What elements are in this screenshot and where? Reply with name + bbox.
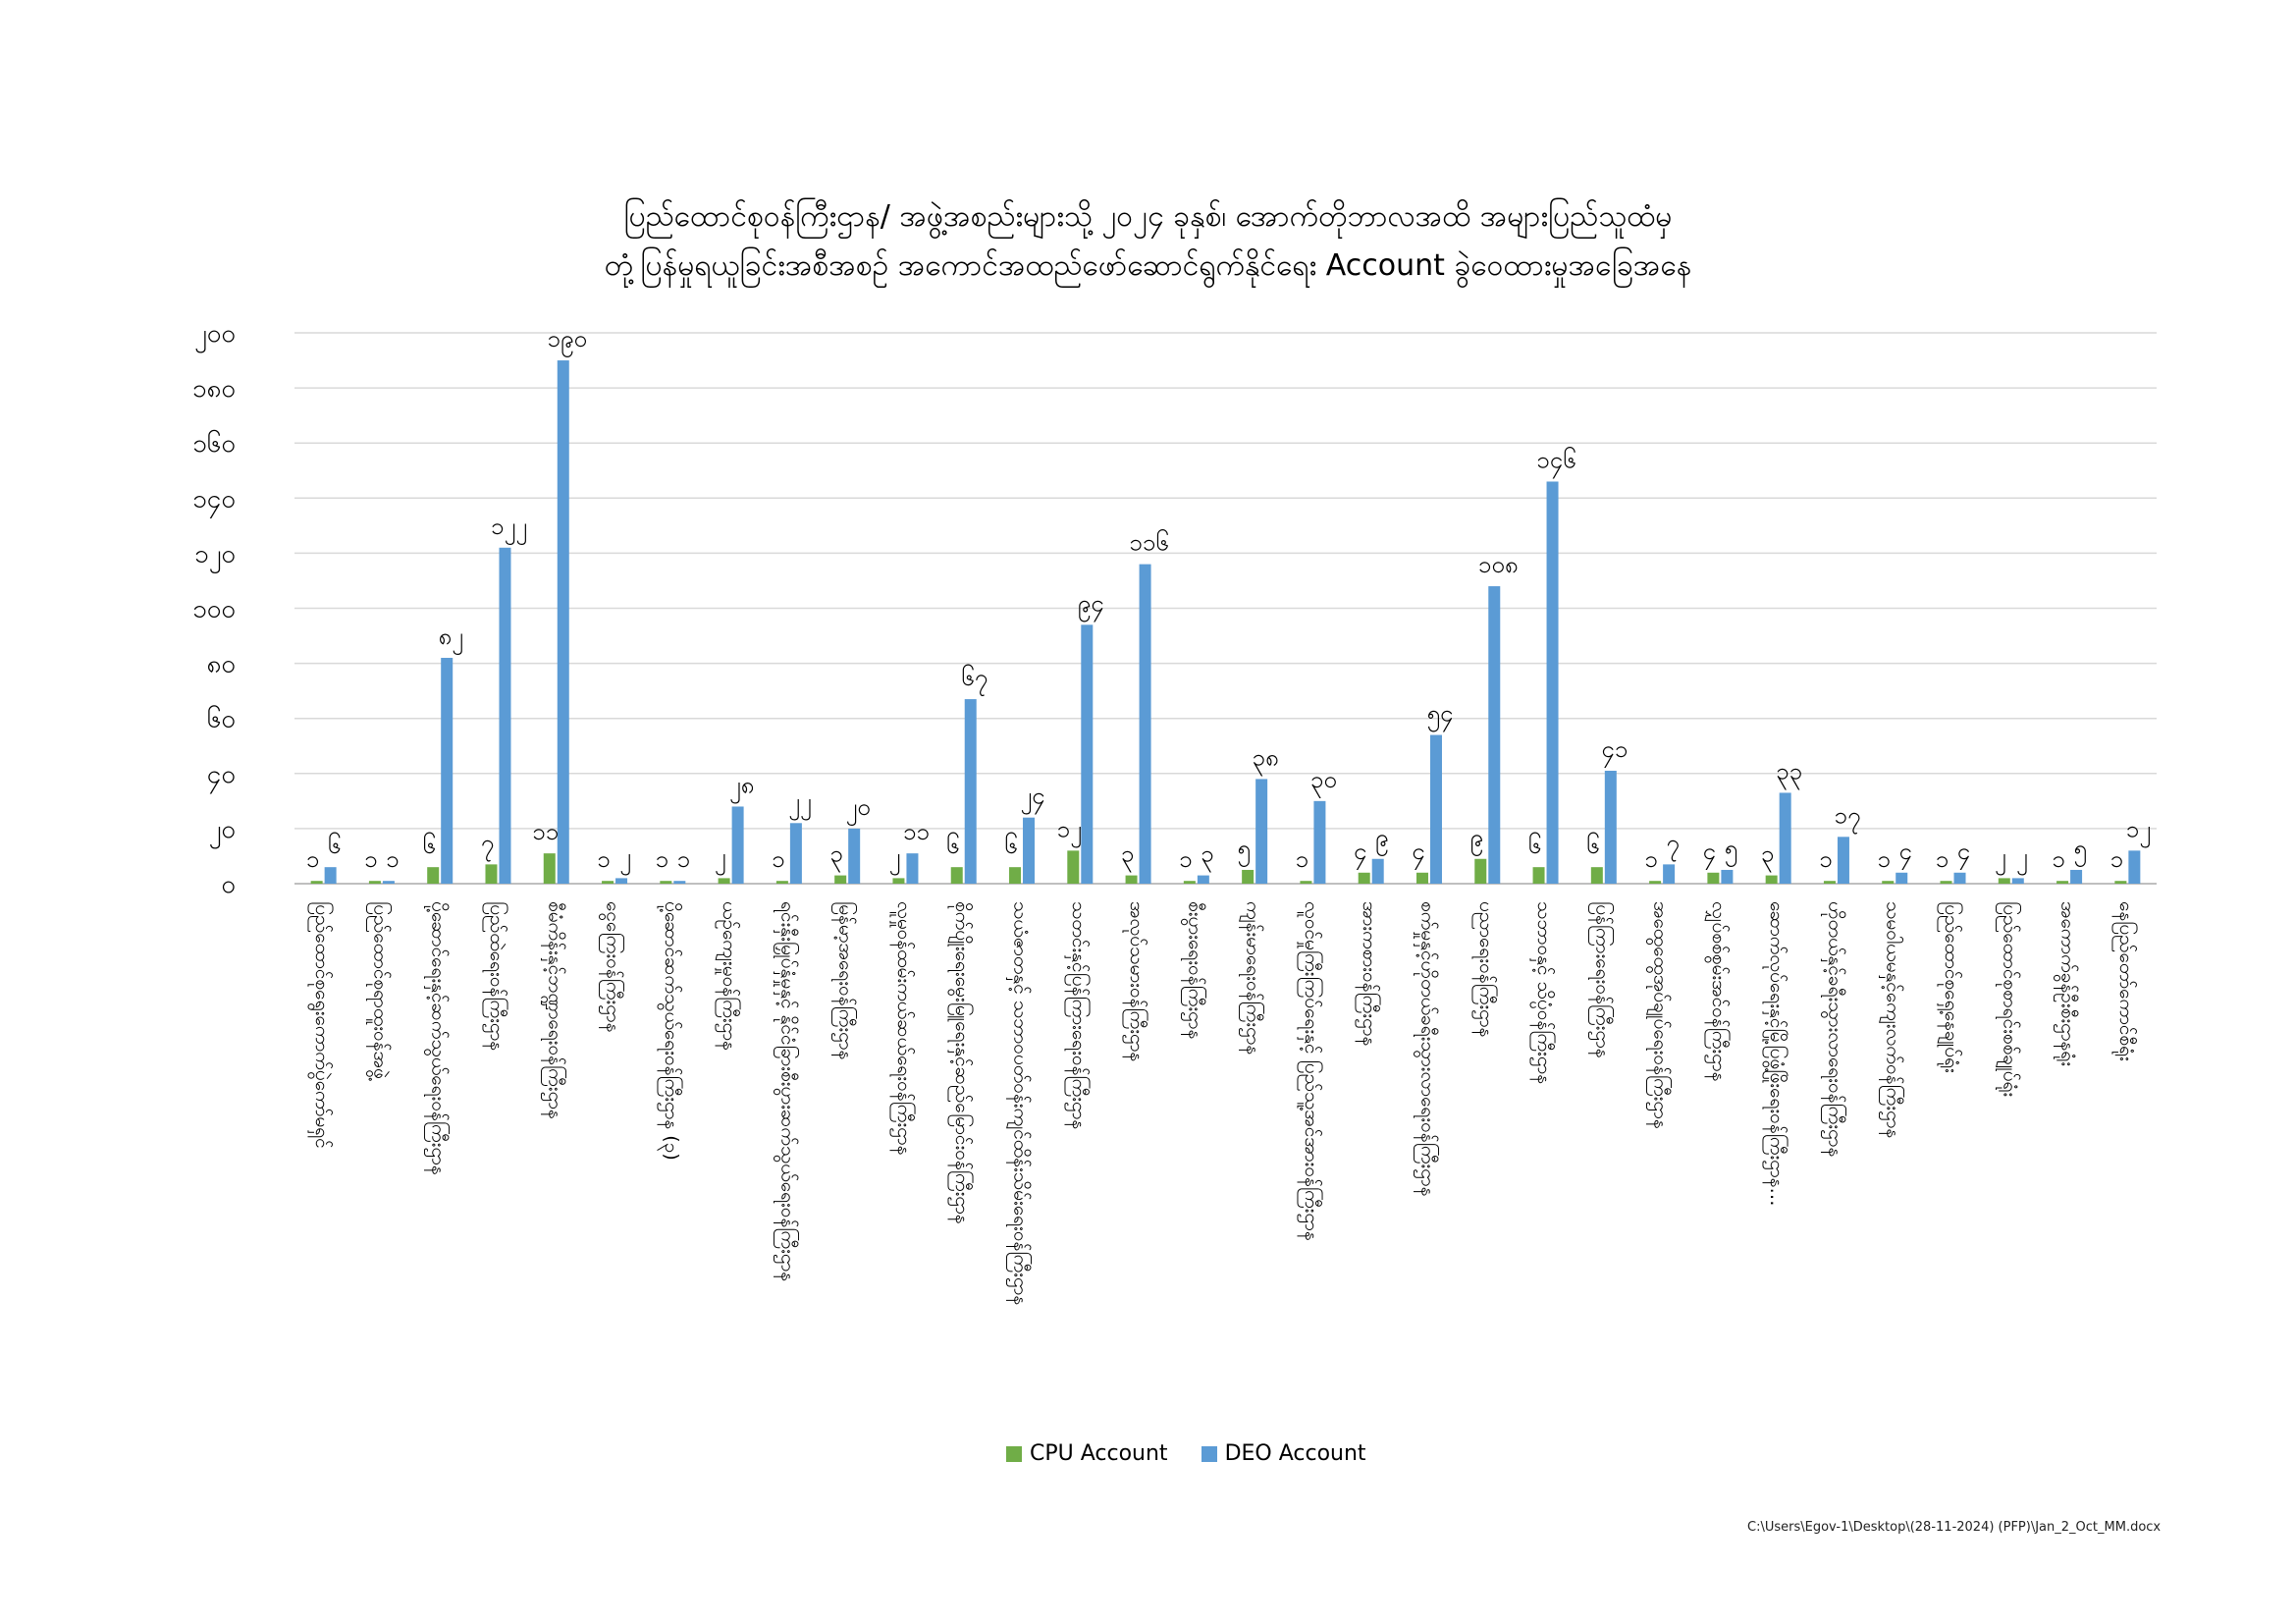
data-label-deo: ၅: [2073, 834, 2087, 862]
bar-deo: [1255, 779, 1267, 884]
bar-cpu: [1824, 881, 1836, 884]
legend-label-deo: DEO Account: [1224, 1441, 1366, 1466]
x-category-label: စီမံကိန်းနှင့်ဘဏ္ဍာရေးဝန်ကြီးဌာန: [544, 901, 566, 1119]
bar-deo: [383, 881, 395, 884]
data-label-deo: ၁၇: [1834, 801, 1861, 830]
data-label-cpu: ၆: [945, 832, 960, 860]
x-category-label: လျှပ်စစ်စွမ်းအင်ဝန်ကြီးဌာန: [1707, 901, 1730, 1082]
x-category-label: ငွေကြေးဝန်ကြီးဌာန: [602, 901, 624, 1033]
chart-title-line-1: ပြည်ထောင်စုဝန်ကြီးဌာန/ အဖွဲ့အစည်းများသို့ ၂၀၂၄ ခုနှစ်၊ အောက်တိုဘာလအထိ အများပြည်သူထံမှ: [623, 199, 1673, 234]
x-category-label: ပြည်ထဲရေးဝန်ကြီးဌာန: [485, 901, 507, 1052]
bar-cpu: [1941, 881, 1952, 884]
data-label-deo: ၃: [1201, 839, 1214, 868]
data-label-cpu: ၁: [1935, 845, 1949, 874]
x-category-label: ပို့ဆောင်ရေးနှင့်ဆက်သွယ်ရေးဝန်ကြီးဌာန: [427, 901, 450, 1175]
bar-deo: [673, 881, 685, 884]
bar-cpu: [1067, 850, 1079, 884]
data-label-cpu: ၆: [1527, 832, 1542, 860]
data-label-deo: ၈၂: [438, 622, 463, 650]
bar-deo: [1721, 870, 1733, 884]
y-tick-label: ၄၀: [206, 759, 236, 789]
x-category-label: စီးပွားရေးဝန်ကြီးဌာန: [1184, 901, 1206, 1040]
x-category-label: လူဝင်မှုကြီးကြပ်ရေးနှင့် ပြည်သူ့အင်အားဝန်ကြီးဌာန: [1300, 901, 1322, 1241]
bar-cpu: [1707, 873, 1719, 884]
data-label-deo: ၁၂၂: [490, 512, 528, 540]
bar-deo: [1663, 864, 1675, 884]
bar-deo: [1140, 565, 1151, 884]
data-label-deo: ၆: [327, 832, 342, 860]
bar-deo: [1605, 771, 1617, 884]
bar-deo: [2070, 870, 2082, 884]
data-label-deo: ၂၄: [1020, 782, 1045, 810]
y-tick-label: ၀: [221, 870, 236, 899]
data-label-deo: ၂၂: [788, 787, 812, 816]
bar-cpu: [2056, 881, 2068, 884]
x-category-label: ဟိုတယ်နှင့်ခရီးသွားလာရေးဝန်ကြီးဌာန: [1824, 901, 1846, 1158]
data-label-deo: ၃၈: [1252, 743, 1279, 772]
y-tick-label: ၁၆၀: [192, 429, 236, 460]
data-label-deo: ၁၁၆: [1129, 528, 1169, 557]
bar-deo: [1896, 873, 1907, 884]
x-category-label: ရင်းနှီးမြှုပ်နှံမှုနှင့် နိုင်ငံခြားစီးပွားဆက်သွယ်ရေးဝန်ကြီးဌာန: [776, 901, 799, 1282]
data-label-cpu: ၄: [1702, 837, 1717, 865]
data-label-deo: ၂: [619, 842, 631, 871]
x-category-label: နေပြည်တော်ကောင်စီရုံး: [2114, 901, 2137, 1061]
x-category-label: ပြန်ကြားရေးဝန်ကြီးဌာန: [1591, 901, 1614, 1058]
bar-cpu: [544, 853, 556, 884]
legend-label-cpu: CPU Account: [1030, 1441, 1168, 1466]
x-category-label: စက်မှုနှင့်ဟိုတယ်ခရီးသွားလာရေးဝန်ကြီးဌာန: [1416, 901, 1439, 1197]
data-label-cpu: ၆: [422, 832, 436, 860]
file-path-footer: C:\Users\Egov-1\Desktop\(28-11-2024) (PFP)\Jan_2_Oct_MM.docx: [1747, 1520, 2162, 1535]
data-label-deo: ၆၇: [961, 664, 988, 692]
data-label-deo: ၁၁: [902, 818, 930, 846]
data-label-deo: ၁၀၈: [1477, 551, 1519, 579]
x-category-label: အထွေထွေအုပ်ချုပ်ရေးဝန်ကြီးဌာန: [1649, 901, 1672, 1129]
legend-item-deo: [1201, 1441, 1366, 1466]
data-label-cpu: ၁: [1179, 845, 1193, 874]
x-category-label: စိုက်ပျိုးရေးမွေးမြူရေးနှင့်ဆည်မြောင်းဝန်ကြီးဌာန: [951, 901, 974, 1224]
bar-cpu: [719, 878, 730, 884]
x-category-label: သတင်းနှင့်ပြန်ကြားရေးဝန်ကြီးဌာန: [1067, 901, 1090, 1130]
data-label-deo: ၇: [1666, 829, 1680, 857]
bar-cpu: [311, 881, 323, 884]
data-label-cpu: ၄: [1353, 837, 1367, 865]
x-category-label: ပြည်ထောင်စုရှေ့နေချုပ်ရုံး: [1941, 901, 1963, 1073]
bar-cpu: [602, 881, 614, 884]
data-label-cpu: ၁: [772, 845, 785, 874]
x-category-label: သယံဇာတနှင့် သဘာဝပတ်ဝန်းကျင်ထိန်းသိမ်းရေးဝန်ကြီးဌာန: [1009, 901, 1032, 1306]
data-label-cpu: ၃: [1120, 839, 1135, 868]
bar-deo: [1198, 876, 1209, 884]
bar-deo: [1081, 624, 1093, 884]
data-label-deo: ၂၈: [728, 771, 755, 799]
bar-cpu: [485, 864, 497, 884]
bar-cpu: [1533, 867, 1545, 884]
data-label-deo: ၁၂: [2125, 815, 2152, 843]
data-label-cpu: ၆: [1004, 832, 1018, 860]
bar-cpu: [776, 881, 788, 884]
bar-cpu: [1126, 876, 1138, 884]
x-category-label: ပြည်ထောင်စုရွေးကောက်ပွဲကော်မရှင်: [311, 901, 334, 1149]
bar-cpu: [1999, 878, 2010, 884]
bar-deo: [790, 823, 802, 884]
y-tick-label: ၈၀: [206, 649, 236, 679]
bar-deo: [1313, 801, 1325, 884]
chart-title-line-2: တုံ့ပြန်မှုရယူခြင်းအစီအစဉ် အကောင်အထည်ဖော်ဆောင်ရွက်နိုင်ရေး Account ခွဲဝေထားမှုအခြေအနေ: [604, 248, 1692, 283]
data-label-deo: ၃၃: [1776, 757, 1803, 785]
bar-cpu: [1184, 881, 1196, 884]
y-axis-ticks: [192, 319, 236, 899]
bar-deo: [441, 658, 453, 884]
y-tick-label: ၁၀၀: [192, 594, 236, 624]
bar-cpu: [1300, 881, 1311, 884]
data-label-cpu: ၁: [2052, 845, 2065, 874]
legend: [1006, 1441, 1366, 1466]
y-tick-label: ၁၈၀: [191, 374, 236, 405]
data-label-cpu: ၂: [714, 842, 726, 871]
x-category-label: သမဝါယမနှင့်ကျေးလက်ဝန်ကြီးဌာန: [1882, 901, 1904, 1139]
x-category-label: ယဉ်ကျေးမှုဝန်ကြီးဌာန: [719, 901, 741, 1051]
bar-deo: [1488, 586, 1500, 884]
data-label-deo: ၉၄: [1077, 589, 1104, 618]
data-label-cpu: ၂: [888, 842, 901, 871]
bar-cpu: [1766, 876, 1778, 884]
x-category-label: မြန်မာ့အရေးဝန်ကြီးဌာန: [834, 901, 857, 1060]
bar-cpu: [1649, 881, 1661, 884]
bar-deo: [615, 878, 627, 884]
data-label-deo: ၄: [1956, 837, 1971, 865]
data-label-deo: ၁၄၆: [1536, 446, 1576, 474]
data-label-cpu: ၃: [1760, 839, 1775, 868]
x-category-label: သဘာဝနှင့် သိပ္ပံဝန်ကြီးဌာန: [1533, 901, 1556, 1085]
data-label-cpu: ၉: [1469, 823, 1484, 851]
x-category-label: ပြည်ထောင်စုစာရင်းစစ်ချုပ်ရုံး: [1999, 901, 2021, 1098]
legend-swatch-deo: [1201, 1446, 1217, 1462]
legend-swatch-cpu: [1006, 1446, 1022, 1462]
bar-deo: [1547, 481, 1559, 884]
x-category-label: အလုပ်သမားဝန်ကြီးဌာန: [1126, 901, 1148, 1062]
data-label-cpu: ၁: [364, 845, 378, 874]
legend-item-cpu: [1006, 1441, 1168, 1466]
data-label-cpu: ၃: [829, 839, 843, 868]
data-label-cpu: ၂: [1994, 842, 2006, 871]
bar-cpu: [427, 867, 439, 884]
data-label-deo: ၄: [1898, 837, 1912, 865]
bar-cpu: [2114, 881, 2126, 884]
data-label-deo: ၁၉၀: [547, 325, 588, 353]
bar-cpu: [660, 881, 671, 884]
data-label-deo: ၃၀: [1309, 765, 1337, 793]
x-category-label: ဆောက်လုပ်ရေးနှင့်မြို့ပြဖွံ့ဖြိုးရေးဝန်ကြီးဌာန…: [1766, 901, 1789, 1207]
data-label-deo: ၁: [386, 845, 400, 874]
bar-deo: [499, 548, 510, 884]
bar-cpu: [834, 876, 846, 884]
data-label-deo: ၁: [676, 845, 691, 874]
bar-deo: [906, 853, 918, 884]
x-category-label: ပို့ဆောင်ဆက်သွယ်ရေးဝန်ကြီးဌာန (၃): [660, 901, 682, 1161]
data-label-cpu: ၁: [655, 845, 669, 874]
data-labels: [306, 325, 2151, 875]
bar-cpu: [1882, 881, 1894, 884]
bar-deo: [1780, 792, 1791, 884]
bar-deo: [2128, 850, 2140, 884]
x-category-label: လူမှုဝန်ထမ်းကယ်ဆယ်ရေးဝန်ကြီးဌာန: [892, 901, 915, 1156]
bar-deo: [558, 360, 569, 884]
data-label-cpu: ၁: [2109, 845, 2124, 874]
bar-cpu: [1242, 870, 1254, 884]
data-label-deo: ၅၄: [1426, 699, 1454, 728]
x-axis-categories: [307, 901, 2139, 1305]
bar-cpu: [1359, 873, 1370, 884]
data-label-cpu: ၁: [1644, 845, 1658, 874]
data-label-cpu: ၁: [1295, 845, 1309, 874]
data-label-cpu: ၁: [1877, 845, 1891, 874]
data-label-cpu: ၆: [1586, 832, 1600, 860]
bar-deo: [1838, 837, 1849, 884]
bar-cpu: [892, 878, 904, 884]
x-category-label: အားကစားဝန်ကြီးဌာန: [1359, 901, 1381, 1047]
data-label-deo: ၄၁: [1601, 734, 1629, 763]
bar-deo: [2012, 878, 2024, 884]
bars: [311, 360, 2141, 884]
bar-deo: [1430, 735, 1442, 884]
x-category-label: ပြည်ထောင်စုရာထူးဝန်အဖွဲ့: [369, 901, 392, 1079]
data-label-cpu: ၁၂: [1056, 815, 1082, 843]
data-label-cpu: ၇: [480, 829, 495, 857]
data-label-cpu: ၁: [305, 845, 320, 874]
data-label-deo: ၂: [2015, 842, 2028, 871]
data-label-cpu: ၁၁: [532, 818, 560, 846]
bar-deo: [1023, 818, 1035, 884]
y-tick-label: ၁၂၀: [193, 539, 236, 569]
data-label-cpu: ၅: [1237, 834, 1251, 862]
bar-deo: [1372, 859, 1384, 884]
bar-deo: [1954, 873, 1966, 884]
y-tick-label: ၆၀: [206, 704, 236, 734]
data-label-deo: ၉: [1374, 823, 1389, 851]
data-label-deo: ၂၀: [845, 792, 871, 821]
gridlines: [294, 333, 2157, 884]
data-label-cpu: ၁: [1819, 845, 1833, 874]
bar-deo: [732, 806, 744, 884]
x-category-label: ကျန်းမာရေးဝန်ကြီးဌာန: [1242, 901, 1264, 1056]
y-tick-label: ၂၀: [208, 814, 236, 844]
bar-deo: [325, 867, 337, 884]
x-category-label: အကောက်ခွန်ဦးစီးဌာနရုံး: [2056, 901, 2079, 1067]
y-tick-label: ၁၄၀: [192, 484, 236, 514]
x-category-label: ပညာရေးဝန်ကြီးဌာန: [1474, 901, 1497, 1038]
bar-cpu: [1416, 873, 1428, 884]
bar-deo: [965, 699, 977, 884]
bar-cpu: [1474, 859, 1486, 884]
bar-cpu: [369, 881, 381, 884]
data-label-deo: ၅: [1724, 834, 1738, 862]
data-label-cpu: ၁: [597, 845, 611, 874]
bar-cpu: [1591, 867, 1603, 884]
bar-deo: [848, 829, 860, 884]
y-tick-label: ၂၀၀: [193, 319, 236, 349]
bar-cpu: [1009, 867, 1021, 884]
data-label-cpu: ၄: [1412, 837, 1425, 865]
bar-cpu: [951, 867, 963, 884]
